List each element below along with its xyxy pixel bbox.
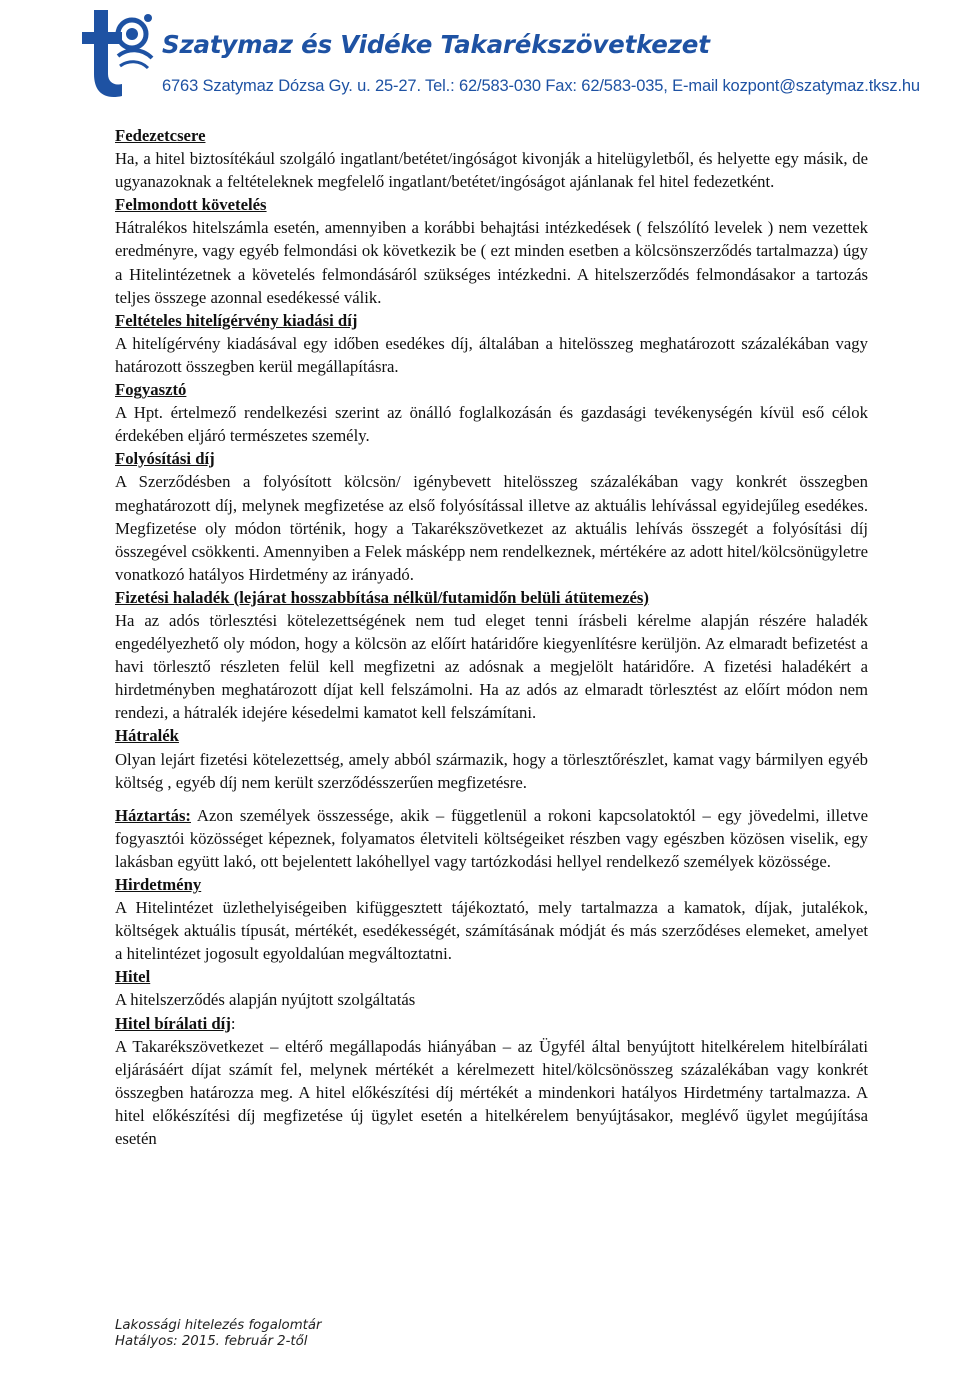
szatymaz-logo-icon bbox=[64, 4, 160, 100]
term-definition: A hitelszerződés alapján nyújtott szolgáltatás bbox=[115, 990, 416, 1010]
term-definition: A hitelígérvény kiadásával egy időben esedékes díj, általában a hitelösszeg meghatározott százalékában vagy határozott összegben kerül megállapításra. bbox=[115, 333, 868, 376]
organization-address: 6763 Szatymaz Dózsa Gy. u. 25-27. Tel.: 62/583-030 Fax: 62/583-035, E-mail kozpont@szatymaz.tksz.hu bbox=[162, 77, 920, 95]
term-definition: Ha, a hitel biztosítékául szolgáló ingatlant/betétet/ingóságot kivonják a hitelügyletből, és helyette egy másik, de ugyanazoknak a feltételeknek megfelelő ingatlant/betétet/ingóságot ajánlanak fel hitel fedezetként. bbox=[115, 149, 868, 192]
term-heading: Hirdetmény bbox=[115, 875, 202, 894]
term-inline bbox=[115, 804, 868, 873]
term-definition: A Takarékszövetkezet – eltérő megállapodás hiányában – az Ügyfél által benyújtott hitelkérelem hitelbírálati eljárásáért díjat számít fel, melynek mértékét a kérelmezett hitel/kölcsönösszeg százalékában vagy konkrét összegben határozza meg. A hitel előkészítési díj mértékét a mindenkori hatályos Hirdetmény tartalmazza. A hitel előkészítési díj megfizetése új ügylet esetén a hitelkérelem benyújtásakor, meglévő ügylet megújítása esetén bbox=[115, 1036, 868, 1149]
spacer bbox=[115, 794, 868, 804]
footer-title: Lakossági hitelezés fogalomtár bbox=[115, 1318, 322, 1333]
term-heading: Hitel bbox=[115, 967, 151, 987]
organization-name: Szatymaz és Vidéke Takarékszövetkezet bbox=[162, 30, 710, 59]
term-definition: A Hitelintézet üzlethelyiségeiben kifüggesztett tájékoztató, mely tartalmazza a kamatok, díjak, jutalékok, költségek aktuális típusát, mértékét, esedékességét, számításának módját és más szerződéses elemeket, amelyet a hitelintézet jogosult egyoldalúan megváltoztatni. bbox=[115, 898, 868, 964]
term-definition: Olyan lejárt fizetési kötelezettség, amely abból származik, hogy a törlesztőrészlet, kamat vagy bármilyen egyéb költség , egyéb díj nem került szerződésszerűen megfizetésre. bbox=[115, 749, 868, 792]
term-definition: Hátralékos hitelszámla esetén, amennyiben a korábbi behajtási intézkedések ( felszólító levelek ) nem vezettek eredményre, vagy egyéb felmondási ok következik be ( ezt minden esetben a kölcsönszerződés tartalmazza) úgy a Hitelintézetnek a követelés felmondásáról szükséges intézkedni. A hitelszerződés felmondásakor a tartozás teljes összege azonnal esedékessé válik. bbox=[115, 218, 868, 307]
glossary-body bbox=[115, 124, 868, 1150]
term-heading: Feltételes hitelígérvény kiadási díj bbox=[115, 310, 358, 330]
term-definition: Azon személyek összessége, akik – függetlenül a rokoni kapcsolatoktól – egy jövedelmi, illetve fogyasztói közösséget képeznek, folyamatos életviteli költségeiket részben vagy egészben közösen viselik, egy lakásban együtt lakó, ott bejelentett lakóhellyel vagy tartózkodási hellyel rendelkező személyek közössége. bbox=[115, 805, 868, 871]
term-definition: Ha az adós törlesztési kötelezettségének nem tud eleget tenni írásbeli kérelme alapján részére haladék engedélyezhető oly módon, hogy a kölcsön az előírt határidőre kiegyenlítésre kerüljön. Az elmaradt befizetést a havi törlesztő részleten felül kell megfizetni az adósnak a megjelölt határidőre. A fizetési haladékért a hirdetményben meghatározott díjat kell felszámolni. Ha az adós az elmaradt törlesztést az előírt módon nem rendezi, a hátralék idejére késedelmi kamatot kell felszámítani. bbox=[115, 610, 868, 723]
term-heading-suffix: : bbox=[230, 1013, 236, 1033]
term-heading: Fizetési haladék (lejárat hosszabbítása nélkül/futamidőn belüli átütemezés) bbox=[115, 587, 649, 607]
term-heading: Fedezetcsere bbox=[115, 126, 206, 145]
term-definition: A Hpt. értelmező rendelkezési szerint az önálló foglalkozásán és gazdasági tevékenységén kívül eső célok érdekében eljáró természetes személy. bbox=[115, 403, 868, 446]
term-heading-row bbox=[115, 1012, 868, 1035]
term-heading: Felmondott követelés bbox=[115, 195, 267, 215]
term-heading: Folyósítási díj bbox=[115, 449, 215, 469]
page-footer bbox=[115, 1318, 321, 1350]
term-heading: Fogyasztó bbox=[115, 380, 187, 400]
term-heading: Háztartás: bbox=[115, 805, 191, 825]
term-heading: Hitel bírálati díj bbox=[115, 1013, 231, 1033]
term-heading: Hátralék bbox=[115, 726, 179, 746]
footer-effective-date: Hatályos: 2015. február 2-től bbox=[115, 1334, 308, 1349]
letterhead bbox=[64, 4, 944, 104]
term-definition: A Szerződésben a folyósított kölcsön/ igénybevett hitelösszeg százalékában vagy konkrét összegben meghatározott díj, melynek megfizetése az első folyósítással illetve az aktuális lehívással egyidejűleg esedékes. Megfizetése oly módon történik, hogy a Takarékszövetkezet az aktuális lehívás összegét a folyósítási díj összegével csökkenti. Amennyiben a Felek másképp nem rendelkeznek, mértékére az adott hitel/kölcsönügyletre vonatkozó hatályos Hirdetmény az irányadó. bbox=[115, 472, 868, 584]
